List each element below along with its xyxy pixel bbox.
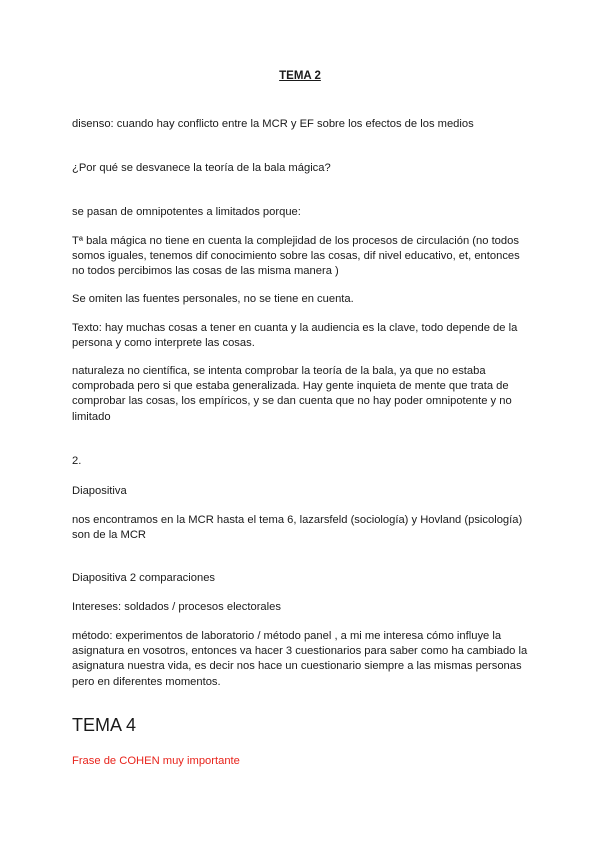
paragraph-disenso: disenso: cuando hay conflicto entre la MCR y EF sobre los efectos de los medios xyxy=(72,118,474,130)
paragraph-fuentes-personales: Se omiten las fuentes personales, no se tiene en cuenta. xyxy=(72,293,354,305)
paragraph-question-bala-magica: ¿Por qué se desvanece la teoría de la bala mágica? xyxy=(72,162,331,174)
paragraph-mcr: nos encontramos en la MCR hasta el tema 6, lazarsfeld (sociología) y Hovland (psicología) son de la MCR xyxy=(72,514,523,542)
paragraph-number-2: 2. xyxy=(72,455,82,467)
paragraph-naturaleza: naturaleza no científica, se intenta comprobar la teoría de la bala, ya que no estaba comprobada pero si que estaba generalizada. Hay gente inquieta de mente que trata de comprobar las cosas, los empíricos, y se dan cuenta que no hay poder omnipotente y no limitado xyxy=(72,365,512,423)
paragraph-intereses: Intereses: soldados / procesos electorales xyxy=(72,601,281,613)
paragraph-texto: Texto: hay muchas cosas a tener en cuanta y la audiencia es la clave, todo depende de la persona y como interprete las cosas. xyxy=(72,322,518,350)
red-note-cohen: Frase de COHEN muy importante xyxy=(72,755,240,767)
paragraph-diapositiva: Diapositiva xyxy=(72,485,127,497)
paragraph-omnipotentes: se pasan de omnipotentes a limitados porque: xyxy=(72,206,301,218)
paragraph-bala-magica: Tª bala mágica no tiene en cuenta la complejidad de los procesos de circulación (no todos somos iguales, tenemos dif conocimiento sobre las cosas, dif nivel educativo, et, entonces no todos percibimos las cosas de las misma manera ) xyxy=(72,235,520,278)
paragraph-metodo: método: experimentos de laboratorio / método panel , a mi me interesa cómo influye la asignatura en vosotros, entonces va hacer 3 cuestionarios para saber como ha cambiado la asignatura nuestra vida, es decir nos hace un cuestionario siempre a las mismas personas pero en diferentes momentos. xyxy=(72,630,528,688)
section-title-tema-2: TEMA 2 xyxy=(279,70,321,82)
paragraph-diapositiva-2: Diapositiva 2 comparaciones xyxy=(72,572,216,584)
section-title-tema-4: TEMA 4 xyxy=(72,715,137,735)
